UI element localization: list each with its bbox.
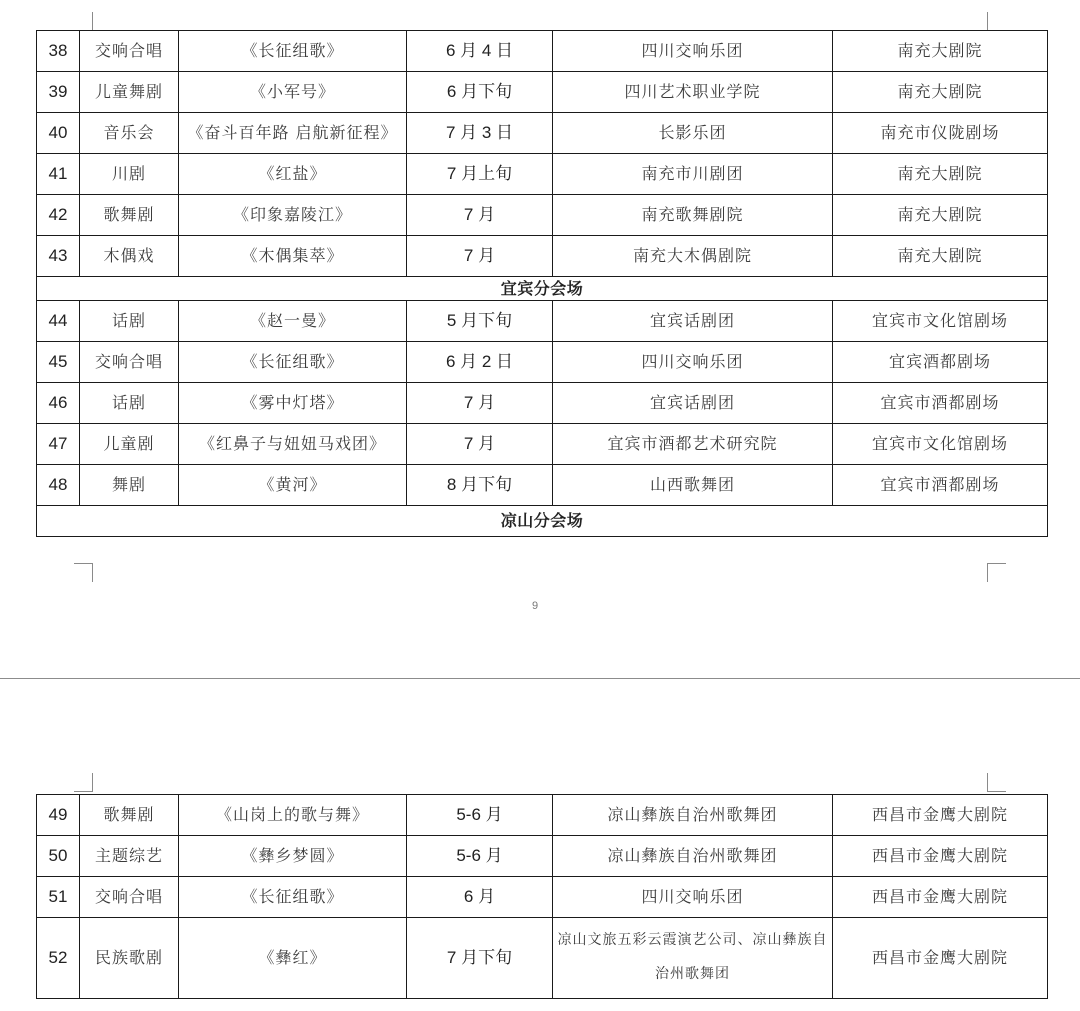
title-cell: 《彝乡梦圆》 [179,836,407,877]
troupe-cell: 南充歌舞剧院 [553,195,833,236]
troupe-cell: 宜宾话剧团 [553,301,833,342]
genre-cell: 歌舞剧 [80,195,179,236]
troupe-cell: 长影乐团 [553,113,833,154]
venue-cell: 宜宾市文化馆剧场 [833,424,1048,465]
table-row [37,195,1048,236]
table-row [37,342,1048,383]
section-header: 凉山分会场 [37,506,1048,537]
troupe-cell: 四川艺术职业学院 [553,72,833,113]
section-header-row [37,506,1048,537]
genre-cell: 话剧 [80,301,179,342]
title-cell: 《赵一曼》 [179,301,407,342]
schedule-table-body [37,31,1048,537]
row-number-cell: 43 [37,236,80,277]
performance-schedule-table-continued [36,794,1048,999]
genre-cell: 交响合唱 [80,877,179,918]
table-row [37,383,1048,424]
row-number-cell: 46 [37,383,80,424]
date-cell: 5-6 月 [407,795,553,836]
troupe-cell: 四川交响乐团 [553,877,833,918]
troupe-cell: 凉山文旅五彩云霞演艺公司、凉山彝族自治州歌舞团 [553,918,833,999]
genre-cell: 话剧 [80,383,179,424]
venue-cell: 南充大剧院 [833,31,1048,72]
title-cell: 《黄河》 [179,465,407,506]
venue-cell: 南充大剧院 [833,236,1048,277]
title-cell: 《印象嘉陵江》 [179,195,407,236]
date-cell: 7 月 [407,195,553,236]
date-cell: 7 月 3 日 [407,113,553,154]
genre-cell: 儿童舞剧 [80,72,179,113]
venue-cell: 南充市仪陇剧场 [833,113,1048,154]
venue-cell: 宜宾酒都剧场 [833,342,1048,383]
genre-cell: 主题综艺 [80,836,179,877]
genre-cell: 音乐会 [80,113,179,154]
table-row [37,31,1048,72]
date-cell: 5-6 月 [407,836,553,877]
troupe-cell: 四川交响乐团 [553,31,833,72]
table-row [37,465,1048,506]
genre-cell: 交响合唱 [80,31,179,72]
troupe-cell: 凉山彝族自治州歌舞团 [553,836,833,877]
date-cell: 5 月下旬 [407,301,553,342]
row-number-cell: 49 [37,795,80,836]
troupe-cell: 宜宾市酒都艺术研究院 [553,424,833,465]
title-cell: 《红鼻子与妞妞马戏团》 [179,424,407,465]
date-cell: 6 月 4 日 [407,31,553,72]
schedule-table-body [37,795,1048,999]
table-row [37,113,1048,154]
title-cell: 《木偶集萃》 [179,236,407,277]
row-number-cell: 42 [37,195,80,236]
crop-mark-bottom-right [987,563,1006,582]
venue-cell: 南充大剧院 [833,72,1048,113]
genre-cell: 民族歌剧 [80,918,179,999]
performance-schedule-table [36,30,1048,537]
table-row [37,301,1048,342]
venue-cell: 西昌市金鹰大剧院 [833,795,1048,836]
date-cell: 7 月 [407,424,553,465]
crop-mark-top-right [987,773,1006,792]
date-cell: 7 月 [407,236,553,277]
table-row [37,877,1048,918]
troupe-cell: 凉山彝族自治州歌舞团 [553,795,833,836]
table-row [37,918,1048,999]
genre-cell: 舞剧 [80,465,179,506]
title-cell: 《山岗上的歌与舞》 [179,795,407,836]
page-number: 9 [531,600,539,612]
title-cell: 《奋斗百年路 启航新征程》 [179,113,407,154]
row-number-cell: 51 [37,877,80,918]
genre-cell: 川剧 [80,154,179,195]
crop-mark-top-left [74,12,93,31]
row-number-cell: 41 [37,154,80,195]
section-header-row [37,277,1048,301]
row-number-cell: 52 [37,918,80,999]
row-number-cell: 50 [37,836,80,877]
date-cell: 6 月 [407,877,553,918]
crop-mark-top-right [987,12,1006,31]
venue-cell: 西昌市金鹰大剧院 [833,918,1048,999]
title-cell: 《红盐》 [179,154,407,195]
venue-cell: 南充大剧院 [833,195,1048,236]
title-cell: 《小军号》 [179,72,407,113]
title-cell: 《长征组歌》 [179,877,407,918]
table-row [37,424,1048,465]
troupe-cell: 南充市川剧团 [553,154,833,195]
genre-cell: 交响合唱 [80,342,179,383]
venue-cell: 宜宾市酒都剧场 [833,383,1048,424]
troupe-cell: 宜宾话剧团 [553,383,833,424]
section-header: 宜宾分会场 [37,277,1048,301]
row-number-cell: 40 [37,113,80,154]
document-page-bottom [0,679,1080,1011]
genre-cell: 儿童剧 [80,424,179,465]
venue-cell: 宜宾市文化馆剧场 [833,301,1048,342]
venue-cell: 西昌市金鹰大剧院 [833,877,1048,918]
row-number-cell: 39 [37,72,80,113]
title-cell: 《长征组歌》 [179,31,407,72]
row-number-cell: 45 [37,342,80,383]
troupe-cell: 山西歌舞团 [553,465,833,506]
title-cell: 《彝红》 [179,918,407,999]
venue-cell: 西昌市金鹰大剧院 [833,836,1048,877]
date-cell: 7 月下旬 [407,918,553,999]
title-cell: 《雾中灯塔》 [179,383,407,424]
row-number-cell: 48 [37,465,80,506]
table-row [37,236,1048,277]
row-number-cell: 47 [37,424,80,465]
troupe-cell: 四川交响乐团 [553,342,833,383]
venue-cell: 南充大剧院 [833,154,1048,195]
row-number-cell: 44 [37,301,80,342]
row-number-cell: 38 [37,31,80,72]
date-cell: 8 月下旬 [407,465,553,506]
genre-cell: 木偶戏 [80,236,179,277]
title-cell: 《长征组歌》 [179,342,407,383]
table-row [37,72,1048,113]
genre-cell: 歌舞剧 [80,795,179,836]
date-cell: 7 月上旬 [407,154,553,195]
table-row [37,795,1048,836]
crop-mark-top-left [74,773,93,792]
date-cell: 7 月 [407,383,553,424]
table-row [37,154,1048,195]
crop-mark-bottom-left [74,563,93,582]
date-cell: 6 月 2 日 [407,342,553,383]
venue-cell: 宜宾市酒都剧场 [833,465,1048,506]
table-row [37,836,1048,877]
date-cell: 6 月下旬 [407,72,553,113]
troupe-cell: 南充大木偶剧院 [553,236,833,277]
